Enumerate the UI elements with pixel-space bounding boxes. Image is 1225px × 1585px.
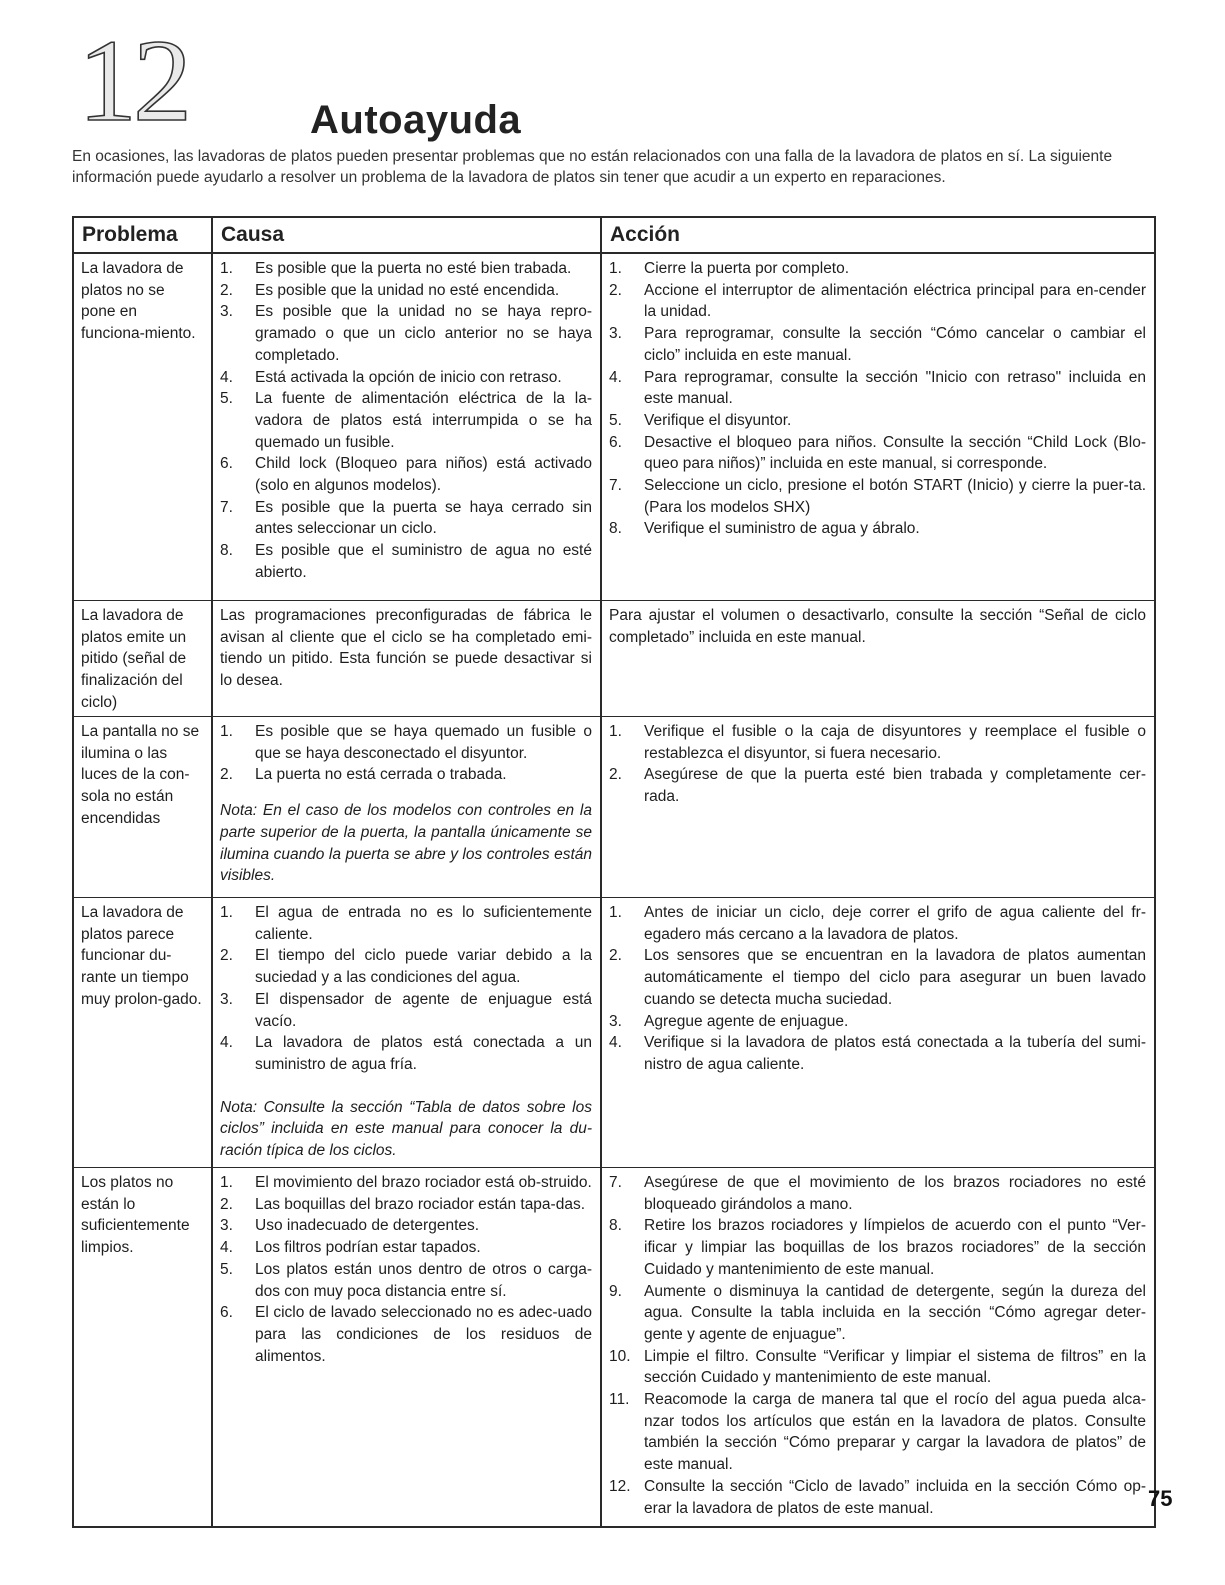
header-problem: Problema bbox=[74, 218, 213, 252]
action-item: 12. Consulte la sección “Ciclo de lavado” incluida en la sección Cómo op-erar la lavadora de platos de este manual. bbox=[609, 1477, 1146, 1517]
action-cell bbox=[602, 717, 1154, 897]
cause-item: 1. El movimiento del brazo rociador está ob-struido. bbox=[220, 1174, 592, 1191]
cause-item: 6. El ciclo de lavado seleccionado no es adec-uado para las condiciones de los residuos de alimentos. bbox=[220, 1304, 592, 1365]
action-item: 4. Para reprogramar, consulte la sección "Inicio con retraso" incluida en este manual. bbox=[609, 368, 1146, 408]
cause-note: Nota: En el caso de los modelos con controles en la parte superior de la puerta, la pantalla únicamente se ilumina cuando la puerta se abre y los controles están visibles. bbox=[220, 802, 592, 885]
intro-paragraph: En ocasiones, las lavadoras de platos pueden presentar problemas que no están relacionados con una falla de la lavadora de platos en sí. La siguiente información puede ayudarlo a resolver un problema de la lavadora de platos sin tener que acudir a un experto en reparaciones. bbox=[72, 148, 1113, 186]
action-item: 6. Desactive el bloqueo para niños. Consulte la sección “Child Lock (Blo-queo para niños)” incluida en este manual, si corresponde. bbox=[609, 433, 1146, 473]
troubleshooting-table bbox=[72, 216, 1156, 1528]
action-item: 7. Asegúrese de que el movimiento de los brazos rociadores no esté bloqueado girándolos a mano. bbox=[609, 1174, 1146, 1213]
cause-item: 2. Las boquillas del brazo rociador están tapa-das. bbox=[220, 1195, 586, 1213]
header-action: Acción bbox=[610, 223, 681, 246]
page-title: Autoayuda bbox=[310, 98, 522, 142]
action-item: 11. Reacomode la carga de manera tal que el rocío del agua pueda alca-nzar todos los artículos que están en la lavadora de platos. Consulte también la sección “Cómo preparar y cargar la lavadora de platos” de este manual. bbox=[609, 1391, 1146, 1474]
table-row bbox=[74, 254, 1154, 601]
action-item: 9. Aumente o disminuya la cantidad de detergente, según la dureza del agua. Consulte la tabla incluida en la sección “Cómo agregar deter-gente y agente de enjuague”. bbox=[609, 1282, 1146, 1343]
cause-item: 3. Uso inadecuado de detergentes. bbox=[220, 1217, 480, 1235]
cause-item: 3. El dispensador de agente de enjuague está vacío. bbox=[220, 990, 592, 1030]
cause-item: 1. El agua de entrada no es lo suficientemente caliente. bbox=[220, 904, 592, 943]
cause-cell bbox=[213, 254, 602, 600]
cause-item: 1. Es posible que se haya quemado un fusible o que se haya desconectado el disyuntor. bbox=[220, 723, 592, 762]
table-row bbox=[74, 898, 1154, 1168]
cause-cell: Las programaciones preconfiguradas de fábrica le avisan al cliente que el ciclo se ha completado emi-tiendo un pitido. Esta función se puede desactivar si lo desea. bbox=[213, 601, 602, 716]
table-row bbox=[74, 601, 1154, 717]
chapter-number: 12 bbox=[78, 15, 188, 146]
cause-item: 4. Los filtros podrían estar tapados. bbox=[220, 1239, 481, 1257]
cause-item: 2. La puerta no está cerrada o trabada. bbox=[220, 766, 507, 784]
cause-item: 8. Es posible que el suministro de agua no esté abierto. bbox=[220, 542, 592, 581]
header-cause: Causa bbox=[213, 218, 602, 252]
problem-cell: Los platos no están lo suficientemente limpios. bbox=[74, 1168, 213, 1528]
action-item: 3. Agregue agente de enjuague. bbox=[609, 1012, 849, 1030]
cause-item: 3. Es posible que la unidad no se haya repro-gramado o que un ciclo anterior no se haya completado. bbox=[220, 303, 592, 364]
action-cell bbox=[602, 898, 1154, 1167]
table-header bbox=[74, 218, 1154, 254]
cause-cell bbox=[213, 898, 602, 1167]
problem-cell: La lavadora de platos emite un pitido (señal de finalización del ciclo) bbox=[74, 601, 213, 716]
cause-item: 4. Está activada la opción de inicio con retraso. bbox=[220, 368, 562, 386]
action-cell bbox=[602, 254, 1154, 600]
action-cell: Para ajustar el volumen o desactivarlo, consulte la sección “Señal de ciclo completado” incluida en este manual. bbox=[609, 607, 1146, 646]
action-item: 8. Retire los brazos rociadores y límpielos de acuerdo con el punto “Ver-ificar y limpiar las boquillas de los brazos rociadores” de la sección Cuidado y mantenimiento de este manual. bbox=[609, 1217, 1146, 1278]
action-item: 1. Verifique el fusible o la caja de disyuntores y reemplace el fusible o restablezca el disyuntor, si fuera necesario. bbox=[609, 723, 1146, 762]
page-number: 75 bbox=[1148, 1486, 1173, 1511]
action-item: 3. Para reprogramar, consulte la sección “Cómo cancelar o cambiar el ciclo” incluida en este manual. bbox=[609, 325, 1146, 364]
table-row bbox=[74, 717, 1154, 898]
action-item: 7. Seleccione un ciclo, presione el botón START (Inicio) y cierre la puer-ta. (Para los modelos SHX) bbox=[609, 477, 1146, 516]
action-item: 1. Antes de iniciar un ciclo, deje correr el grifo de agua caliente del fr-egadero más cercano a la lavadora de platos. bbox=[609, 904, 1146, 943]
action-item: 1. Cierre la puerta por completo. bbox=[609, 260, 850, 277]
action-cell bbox=[602, 1168, 1154, 1528]
cause-cell bbox=[213, 1168, 602, 1528]
problem-cell: La lavadora de platos parece funcionar du-rante un tiempo muy prolon-gado. bbox=[74, 898, 213, 1167]
problem-cell: La lavadora de platos no se pone en funciona-miento. bbox=[74, 254, 213, 600]
cause-item: 1. Es posible que la puerta no esté bien trabada. bbox=[220, 260, 572, 277]
cause-cell bbox=[213, 717, 602, 897]
cause-item: 5. Los platos están unos dentro de otros o carga-dos con muy poca distancia entre sí. bbox=[220, 1260, 592, 1300]
cause-item: 5. La fuente de alimentación eléctrica de la la-vadora de platos está interrumpida o se ha quemado un fusible. bbox=[220, 390, 592, 451]
action-item: 4. Verifique si la lavadora de platos está conectada a la tubería del sumi-nistro de agua caliente. bbox=[609, 1034, 1146, 1073]
action-item: 10. Limpie el filtro. Consulte “Verificar y limpiar el sistema de filtros” en la sección Cuidado y mantenimiento de este manual. bbox=[609, 1347, 1146, 1387]
action-item: 5. Verifique el disyuntor. bbox=[609, 411, 792, 429]
cause-item: 2. Es posible que la unidad no esté encendida. bbox=[220, 281, 560, 299]
cause-item: 6. Child lock (Bloqueo para niños) está activado (solo en algunos modelos). bbox=[220, 455, 592, 495]
table-row bbox=[74, 1168, 1154, 1528]
action-item: 8. Verifique el suministro de agua y ábralo. bbox=[609, 520, 920, 538]
action-item: 2. Asegúrese de que la puerta esté bien trabada y completamente cer-rada. bbox=[609, 766, 1146, 806]
action-item: 2. Accione el interruptor de alimentación eléctrica principal para en-cender la unidad. bbox=[609, 281, 1146, 321]
cause-item: 7. Es posible que la puerta se haya cerrado sin antes seleccionar un ciclo. bbox=[220, 498, 592, 538]
cause-note: Nota: Consulte la sección “Tabla de datos sobre los ciclos” incluida en este manual para conocer la du-ración típica de los ciclos. bbox=[220, 1098, 592, 1160]
problem-cell: La pantalla no se ilumina o las luces de la con-sola no están encendidas bbox=[74, 717, 213, 897]
cause-item: 2. El tiempo del ciclo puede variar debido a la suciedad y a las condiciones del agua. bbox=[220, 947, 592, 987]
action-item: 2. Los sensores que se encuentran en la lavadora de platos aumentan automáticamente el tiempo del ciclo para asegurar un buen lavado cuando se detecta mucha suciedad. bbox=[609, 947, 1146, 1008]
cause-item: 4. La lavadora de platos está conectada a un suministro de agua fría. bbox=[220, 1034, 592, 1073]
